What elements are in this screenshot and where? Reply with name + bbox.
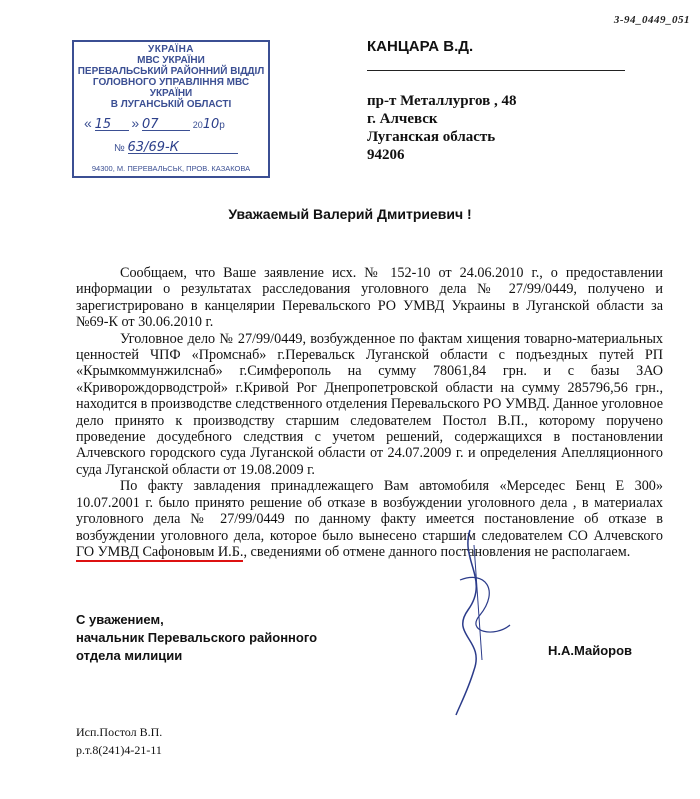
recipient-address (367, 92, 517, 164)
paragraph-3-end: , сведениями об отмене данного постановления не располагаем. (243, 543, 631, 560)
recipient-zip: 94206 (367, 147, 405, 163)
stamp-date-open: « (84, 115, 92, 131)
executor: Исп.Постол В.П. (76, 725, 163, 739)
closing-block (76, 611, 317, 665)
stamp-line-ministry: МВС УКРАЇНИ (137, 55, 205, 66)
stamp-address: 94300, М. ПЕРЕВАЛЬСЬК, ПРОВ. КАЗАКОВА (91, 164, 251, 173)
paragraph-1: Сообщаем, что Ваше заявление исх. № 152-10 от 24.06.2010 г., о предоставлении информации о результатах расследования уголовного дела № 27/99/0449, получено и зарегистрировано в канцелярии Перевальского РО УМВД Украины в Луганской области за №69-К от 30.06.2010 г. (76, 265, 663, 331)
official-stamp (72, 40, 270, 178)
stamp-number-row (74, 142, 268, 154)
stamp-number-value: 63/69-К (128, 142, 238, 154)
underlined-investigator: ГО УМВД Сафоновым И.Б. (76, 543, 244, 560)
recipient-region: Луганская область (367, 129, 496, 145)
closing-title-1: начальник Перевальского районного (76, 630, 318, 645)
letter-body (76, 265, 663, 560)
paragraph-3-start: По факту завладения принадлежащего Вам автомобиля «Мерседес Бенц Е 300» 10.07.2001 г. было принято решение об отказе в возбуждении уголовного дела , в материалах уголовного дела № 27/99/0449 по данному факту имеется постановление об отказе в возбуждении уголовного дела, которое было вынесено старшим следователем СО Алчевского (76, 478, 663, 544)
closing-title-2: отдела милиции (76, 648, 183, 663)
stamp-line-region: В ЛУГАНСЬКІЙ ОБЛАСТІ (110, 99, 232, 110)
stamp-date-row (74, 115, 268, 132)
footer (76, 723, 162, 759)
stamp-line-department: ПЕРЕВАЛЬСЬКИЙ РАЙОННИЙ ВІДДІЛ (77, 66, 265, 77)
paragraph-2: Уголовное дело № 27/99/0449, возбужденное по фактам хищения товарно-материальных ценностей ЧПФ «Промснаб» г.Перевальск Луганской области с подъездных путей РП «Крымкоммунжилснаб» г.Симферополь на сумму 78061,84 грн. и с базы ЗАО «Криворождорводстрой» г.Кривой Рог Днепропетровской области на сумму 285796,56 грн., находится в производстве следственного отделения Перевальского РО УМВД. Данное уголовное дело принято к производству старшим следователем Постол В.П., которому поручено проведение досудебного следствия с учетом решений, содержащихся в постановлении Алчевского городского суда Луганской области от 24.07.2009 г. и определения Апелляционного суда Луганской области от 19.08.2009 г. (76, 330, 663, 478)
closing-regards: С уважением, (76, 612, 164, 627)
stamp-number-label: № (114, 143, 125, 154)
stamp-date-year-prefix: 20 (192, 120, 203, 130)
document-id: 3-94_0449_051 (613, 14, 690, 26)
recipient-city: г. Алчевск (367, 111, 438, 127)
stamp-date-day: 15 (95, 119, 129, 131)
signer-name: Н.А.Майоров (548, 643, 633, 658)
executor-phone: р.т.8(241)4-21-11 (76, 743, 162, 757)
stamp-date-month: 07 (142, 119, 190, 131)
stamp-line-directorate: ГОЛОВНОГО УПРАВЛІННЯ МВС УКРАЇНИ (92, 77, 250, 99)
greeting: Уважаемый Валерий Дмитриевич ! (228, 206, 472, 222)
stamp-line-country: УКРАЇНА (147, 44, 195, 55)
paragraph-3 (76, 478, 663, 560)
stamp-date-close: » (131, 115, 140, 131)
recipient-street: пр-т Металлургов , 48 (367, 93, 517, 109)
stamp-date-suffix: р (219, 120, 225, 131)
stamp-date-year: 10 (202, 117, 220, 132)
recipient-divider (367, 70, 625, 71)
handwritten-signature (430, 520, 540, 720)
recipient-name: КАНЦАРА В.Д. (367, 38, 474, 55)
